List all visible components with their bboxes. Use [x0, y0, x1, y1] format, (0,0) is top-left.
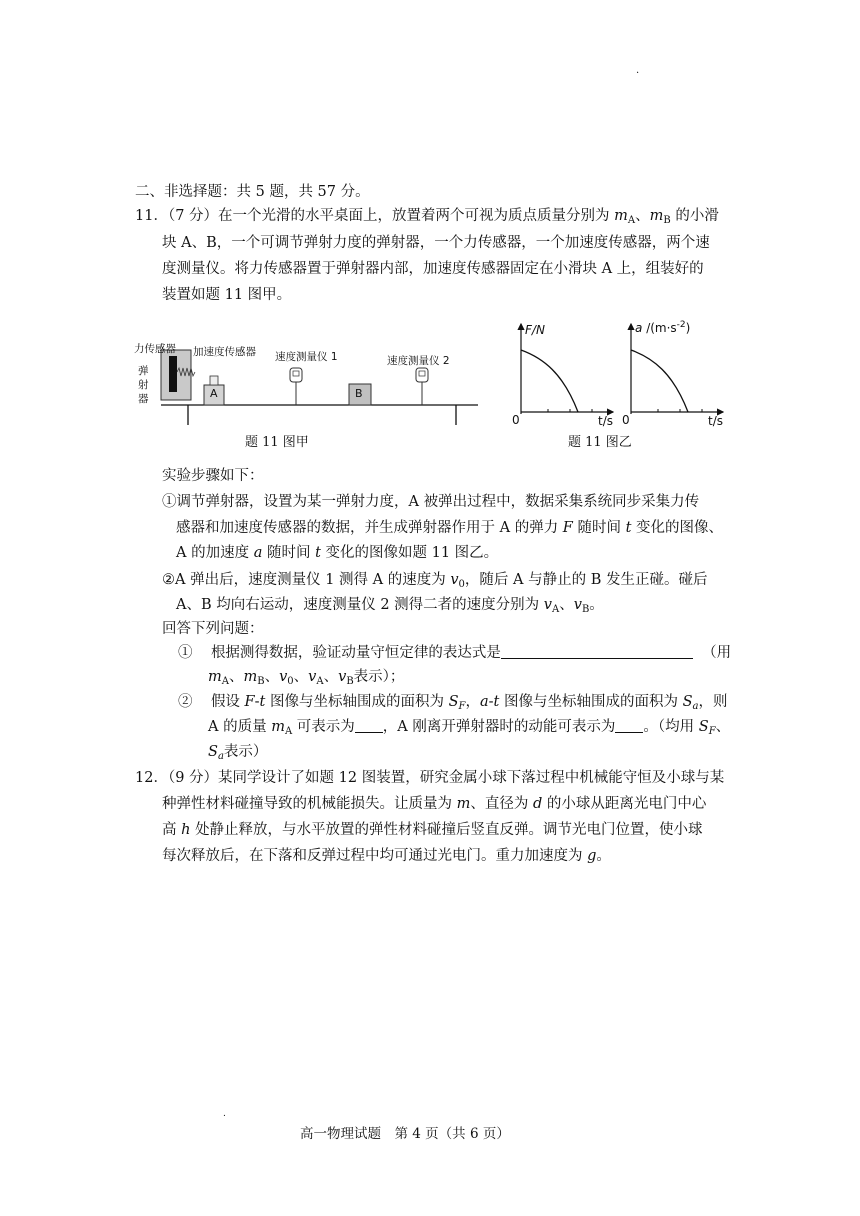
ft-y-axis-label	[525, 323, 545, 337]
s2g: ，A 刚离开弹射器时的动能可表示为	[382, 719, 616, 735]
s2a: 假设	[210, 694, 240, 710]
step2-line1: ②A 弹出后，速度测量仪 1 测得 A 的速度为 $v_0$，随后 A 与静止的 B 发生正碰。碰后	[162, 572, 708, 590]
at-y-close: )	[685, 321, 691, 335]
sub2-mass-blank[interactable]	[355, 717, 383, 733]
s1l2c: 变化的图像、	[636, 520, 724, 536]
s2h: 。（均用	[643, 719, 695, 735]
s2l1b: ，随后 A 与静止的 B 发生正碰。碰后	[464, 572, 708, 588]
q12-line2: 种弹性材料碰撞导致的机械能损失。让质量为 m、直径为 d 的小球从距离光电门中心	[162, 796, 707, 812]
sub1-answer-blank[interactable]	[501, 643, 693, 659]
at-y-axis-label	[635, 321, 690, 335]
sub2-line2: A 的质量 $m_A$ 可表示为 ，A 刚离开弹射器时的动能可表示为 。（均用 $S_F$、	[208, 719, 731, 737]
s1l3a: A 的加速度	[176, 545, 250, 561]
sub2-line3: $S_a$表示）	[208, 744, 268, 762]
s1l2b: 随时间	[577, 520, 621, 536]
s2l2b: 。	[589, 597, 604, 613]
answer-title: 回答下列问题：	[162, 621, 264, 637]
s2c: 图像与坐标轴围成的面积为	[503, 694, 678, 710]
q11-intro-text: 在一个光滑的水平桌面上，放置着两个可视为质点质量分别为	[218, 208, 610, 224]
q12-line1	[135, 767, 724, 789]
sub2-number: ②	[178, 694, 193, 710]
q12-text1: 某同学设计了如题 12 图装置，研究金属小球下落过程中机械能守恒及小球与某	[218, 770, 725, 786]
ft-y-axis-text: F/N	[525, 323, 545, 337]
figure-b-caption: 题 11 图乙	[568, 435, 632, 450]
label-accel-sensor: 加速度传感器	[193, 346, 256, 358]
block-b-label: B	[355, 387, 363, 400]
q11-intro-text-b: 的小滑	[675, 208, 719, 224]
s1l2a: 感器和加速度传感器的数据，并生成弹射器作用于 A 的弹力	[176, 520, 559, 536]
at-y-sym: a	[635, 321, 643, 335]
q11-line2: 块 A、B，一个可调节弹射力度的弹射器，一个力传感器，一个加速度传感器，两个速	[162, 235, 710, 251]
ft-x-axis-label: t/s	[598, 414, 613, 428]
at-y-exp: -2	[676, 320, 686, 330]
step1-line3: A 的加速度 a 随时间 t 变化的图像如题 11 图乙。	[176, 545, 499, 561]
sub1-number: ①	[178, 645, 193, 661]
q12-t4b: 。	[596, 848, 611, 864]
q11-line1: 11．（7 分）在一个光滑的水平桌面上，放置着两个可视为质点质量分别为 $m_A$、$m_B$ 的小滑	[135, 208, 719, 226]
q12-t2c: 的小球从距离光电门中心	[546, 796, 707, 812]
label-speed-meter-1: 速度测量仪 1	[275, 351, 338, 363]
q12-line3: 高 h 处静止释放，与水平放置的弹性材料碰撞后竖直反弹。调节光电门位置，使小球	[162, 822, 703, 838]
q11-number: 11．	[135, 208, 168, 224]
footer-dot: .	[223, 1109, 226, 1119]
sub1-line2-text: 表示）；	[353, 669, 405, 685]
steps-title: 实验步骤如下：	[162, 468, 264, 484]
s1l3b: 随时间	[266, 545, 311, 561]
sub1-line1	[178, 642, 731, 664]
step2-line2: A、B 均向右运动，速度测量仪 2 测得二者的速度分别为 $v_A$、$v_B$。	[176, 597, 604, 615]
s1l3c: 变化的图像如题 11 图乙。	[325, 545, 499, 561]
step1-line1: ①调节弹射器，设置为某一弹射力度，A 被弹出过程中，数据采集系统同步采集力传	[162, 494, 700, 510]
header-dot: .	[636, 65, 640, 76]
page-footer: 高一物理试题 第 4 页（共 6 页）	[300, 1126, 510, 1142]
label-force-sensor: 力传感器	[134, 343, 176, 355]
at-origin: 0	[622, 413, 630, 427]
q11-line3: 度测量仪。将力传感器置于弹射器内部，加速度传感器固定在小滑块 A 上，组装好的	[162, 261, 704, 277]
launcher-char-3: 器	[138, 393, 149, 405]
q11-line4: 装置如题 11 图甲。	[162, 287, 292, 303]
q12-t2b: 、直径为	[470, 796, 529, 812]
sub1-text-b: （用	[702, 645, 732, 661]
sub2-line1: ② 假设 F-t 图像与坐标轴围成的面积为 $S_F$，a-t 图像与坐标轴围成的面积为 $S_a$，则	[178, 694, 728, 712]
section-title: 二、非选择题：共 5 题，共 57 分。	[135, 184, 370, 200]
sub1-line2: $m_A$、$m_B$、$v_0$、$v_A$、$v_B$表示）；	[208, 669, 405, 687]
s2l2a: A、B 均向右运动，速度测量仪 2 测得二者的速度分别为	[176, 597, 540, 613]
s2e: A 的质量	[208, 719, 267, 735]
block-a-label: A	[210, 387, 218, 400]
q12-line4: 每次释放后，在下落和反弹过程中均可通过光电门。重力加速度为 g。	[162, 848, 611, 864]
s2l1a: ②A 弹出后，速度测量仪 1 测得 A 的速度为	[162, 572, 446, 588]
q11-points: （7 分）	[167, 208, 219, 224]
q12-t2a: 种弹性材料碰撞导致的机械能损失。让质量为	[162, 796, 452, 812]
s2i: 表示）	[223, 744, 268, 760]
sub1-text: 根据测得数据，验证动量守恒定律的表达式是	[210, 645, 501, 661]
q12-t3b: 处静止释放，与水平放置的弹性材料碰撞后竖直反弹。调节光电门位置，使小球	[195, 822, 703, 838]
ft-origin: 0	[512, 413, 520, 427]
launcher-char-2: 射	[138, 379, 149, 391]
at-y-unit: /(m·s	[646, 321, 677, 335]
q12-points: （9 分）	[167, 770, 219, 786]
step1-line2: 感器和加速度传感器的数据，并生成弹射器作用于 A 的弹力 F 随时间 t 变化的图像、	[176, 520, 724, 536]
label-speed-meter-2: 速度测量仪 2	[387, 355, 450, 367]
sub2-energy-blank[interactable]	[615, 717, 643, 733]
s2d: ，则	[698, 694, 728, 710]
launcher-char-1: 弹	[138, 365, 149, 377]
q12-t3a: 高	[162, 822, 177, 838]
q12-number: 12．	[135, 770, 168, 786]
at-x-axis-label: t/s	[708, 414, 723, 428]
label-launcher	[138, 364, 149, 406]
q12-t4a: 每次释放后，在下落和反弹过程中均可通过光电门。重力加速度为	[162, 848, 583, 864]
figure-a-caption: 题 11 图甲	[245, 435, 309, 450]
s2f: 可表示为	[296, 719, 355, 735]
s2b: 图像与坐标轴围成的面积为	[269, 694, 444, 710]
